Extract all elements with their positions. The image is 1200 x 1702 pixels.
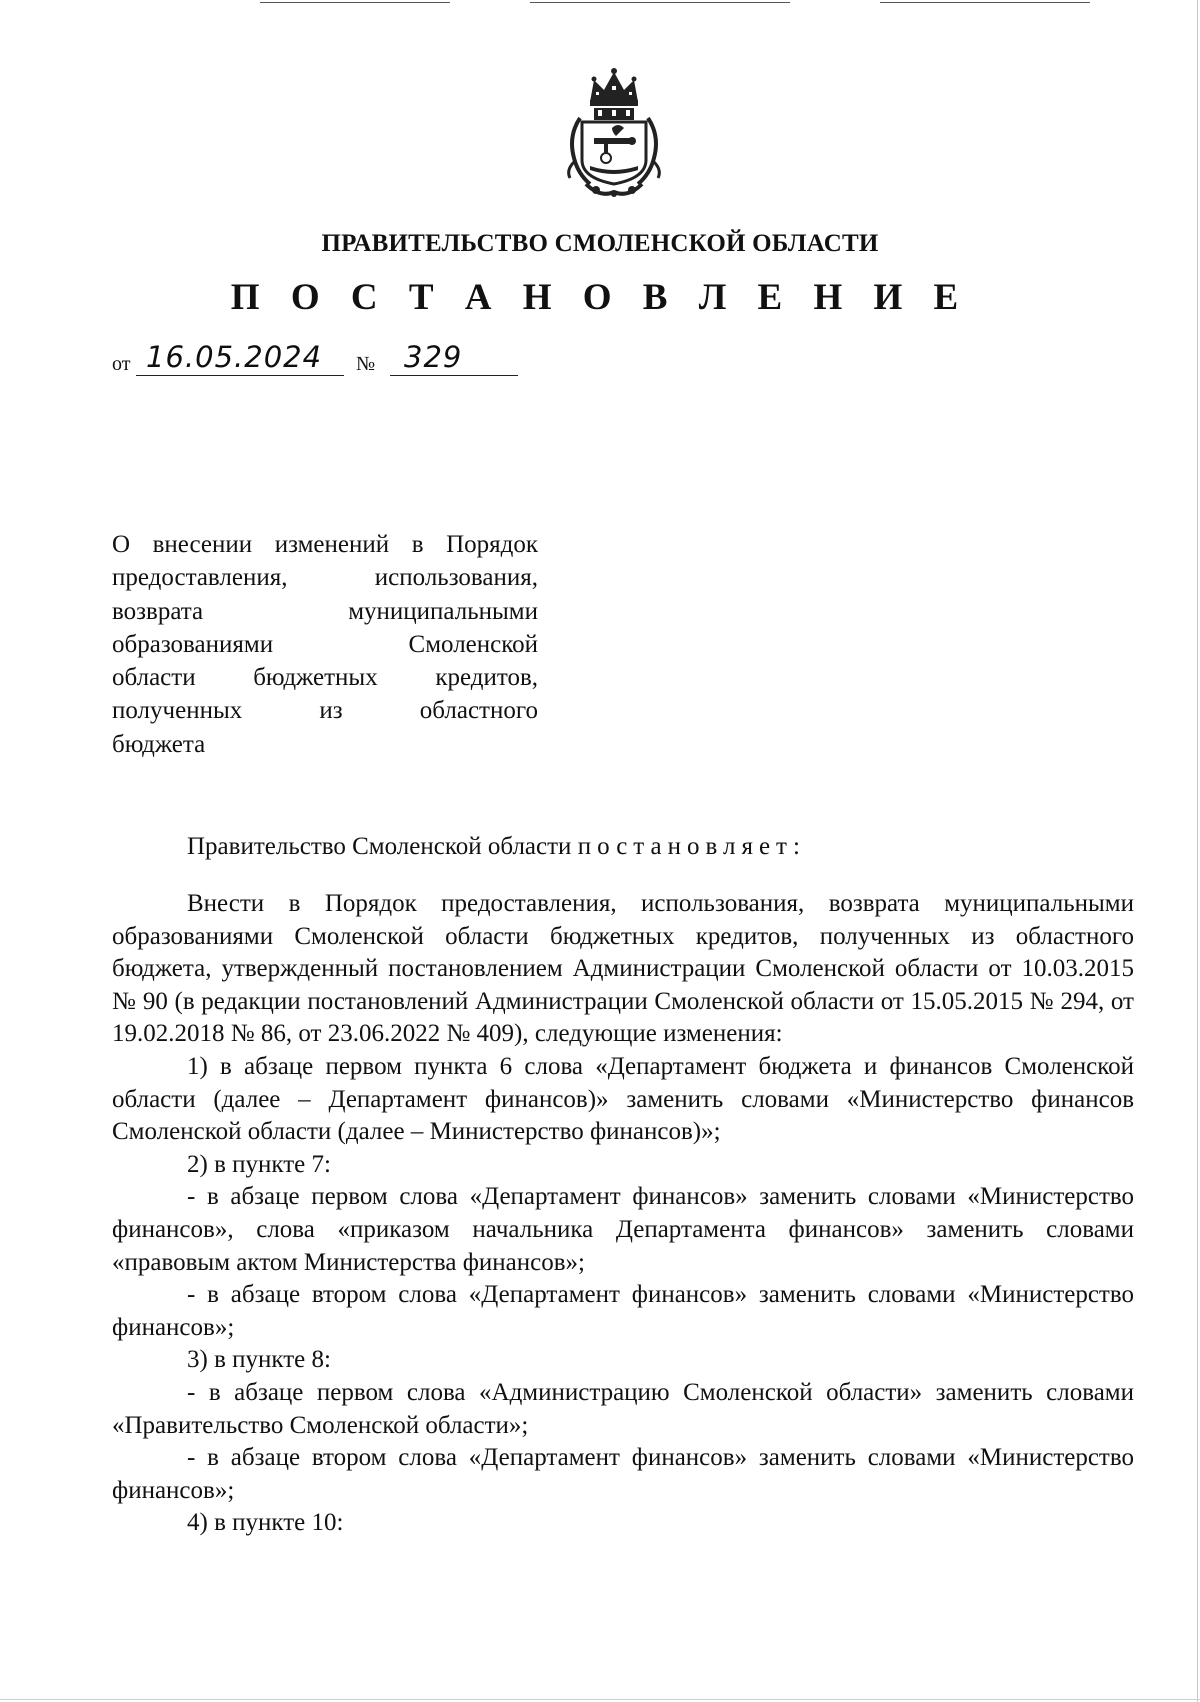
scan-artifact-line xyxy=(530,2,790,3)
preamble xyxy=(187,830,806,863)
body-paragraph: - в абзаце втором слова «Департамент финансов» заменить словами «Министерство финансов»; xyxy=(112,1281,1134,1341)
subject-line: бюджета xyxy=(112,730,206,758)
subject-line: полученных из областного xyxy=(112,697,538,725)
government-title: ПРАВИТЕЛЬСТВО СМОЛЕНСКОЙ ОБЛАСТИ xyxy=(321,230,879,257)
body-paragraph: - в абзаце первом слова «Департамент финансов» заменить словами «Министерство финансов», слова «приказом начальника Департамента финансов» заменить словами «правовым актом Министерства финансов»; xyxy=(112,1183,1134,1276)
scan-edge xyxy=(0,1699,1200,1700)
number-underline xyxy=(390,375,518,376)
body-paragraph: 1) в абзаце первом пункта 6 слова «Департамент бюджета и финансов Смоленской области (далее – Департамент финансов)» заменить словами «Министерство финансов Смоленской области (далее – Министерство финансов)»; xyxy=(112,1052,1134,1146)
document-subject xyxy=(112,528,538,761)
body-paragraph: 3) в пункте 8: xyxy=(187,1346,331,1374)
preamble-verb: постановляет: xyxy=(577,833,806,860)
scan-artifact-line xyxy=(260,2,450,3)
subject-line: образованиями Смоленской xyxy=(112,630,538,658)
body-paragraph: Внести в Порядок предоставления, использования, возврата муниципальными образованиями Смоленской области бюджетных кредитов, полученных из областного бюджета, утвержденный постановлением Администрации Смоленской области от 10.03.2015 № 90 (в редакции постановлений Администрации Смоленской области от 15.05.2015 № 294, от 19.02.2018 № 86, от 23.06.2022 № 409), следующие изменения: xyxy=(112,890,1134,1048)
date-underline xyxy=(136,375,344,376)
preamble-subject: Правительство Смоленской области xyxy=(187,833,572,860)
body-paragraph: 4) в пункте 10: xyxy=(187,1509,344,1537)
body-paragraph: 2) в пункте 7: xyxy=(187,1150,331,1178)
date-number-row xyxy=(112,340,532,380)
subject-line: области бюджетных кредитов, xyxy=(112,664,538,692)
handwritten-number: 329 xyxy=(404,340,463,374)
document-body xyxy=(112,888,1134,1540)
document-type-title: П О С Т А Н О В Л Е Н И Е xyxy=(230,277,970,318)
subject-line: возврата муниципальными xyxy=(112,597,538,625)
subject-line: предоставления, использования, xyxy=(112,564,538,592)
subject-line: О внесении изменений в Порядок xyxy=(112,531,538,558)
date-label: от xyxy=(112,353,131,375)
body-paragraph: - в абзаце втором слова «Департамент финансов» заменить словами «Министерство финансов»; xyxy=(112,1444,1134,1504)
handwritten-date: 16.05.2024 xyxy=(146,340,323,374)
body-paragraph: - в абзаце первом слова «Администрацию Смоленской области» заменить словами «Правительство Смоленской области»; xyxy=(112,1378,1134,1439)
coat-of-arms-icon xyxy=(560,66,668,200)
scan-artifact-line xyxy=(880,2,1090,3)
number-label: № xyxy=(356,353,376,375)
